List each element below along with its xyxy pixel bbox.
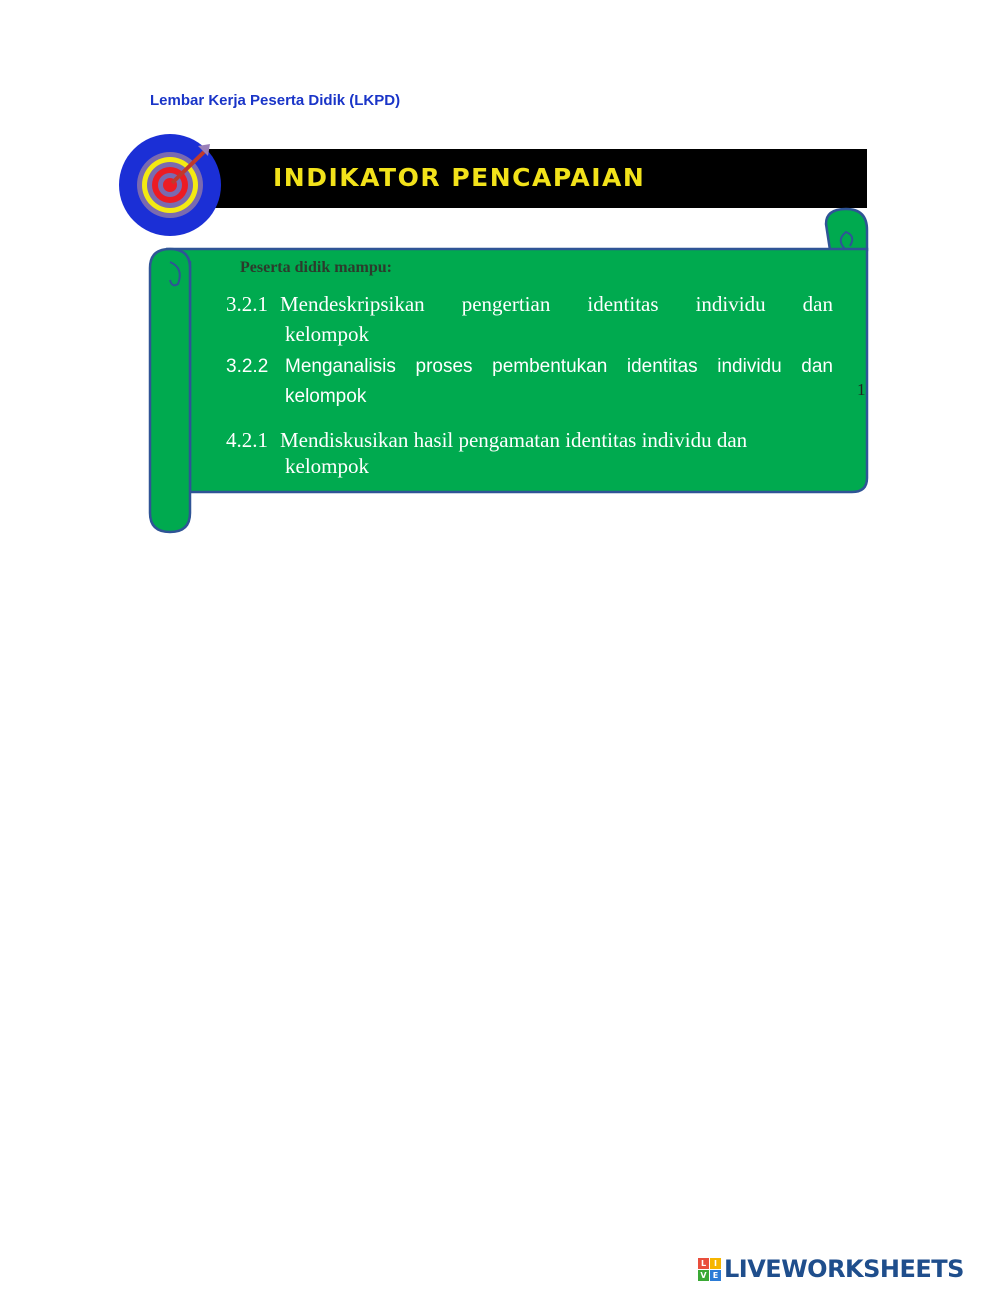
section-title: INDIKATOR PENCAPAIAN [273, 163, 646, 192]
indicator-3-2-1 [226, 289, 833, 349]
logo-letter: E [710, 1270, 721, 1281]
word: pengertian [461, 292, 551, 316]
word: dan [802, 292, 833, 316]
indicator-code: 3.2.1 [226, 292, 268, 316]
indicator-code: 3.2.2 [226, 356, 269, 377]
word: dan [801, 356, 833, 377]
indicator-line [226, 352, 833, 382]
indicator-continuation: kelompok [285, 454, 369, 478]
logo-letter: V [698, 1270, 709, 1281]
scroll-intro: Peserta didik mampu: [240, 259, 392, 276]
indicator-4-2-1 [226, 427, 833, 479]
brand-text: LIVEWORKSHEETS [724, 1255, 964, 1283]
word: pembentukan [492, 356, 608, 377]
lkpd-header: Lembar Kerja Peserta Didik (LKPD) [150, 92, 401, 109]
indicator-continuation: kelompok [285, 322, 369, 346]
liveworksheets-brand[interactable] [698, 1255, 964, 1283]
word: individu [717, 356, 782, 377]
word: Mendeskripsikan [280, 292, 425, 316]
word: identitas [626, 356, 698, 377]
word: identitas [587, 292, 659, 316]
word: proses [415, 356, 473, 377]
word: individu [695, 292, 766, 316]
indicator-code: 4.2.1 [226, 428, 268, 452]
liveworksheets-logo-icon [698, 1258, 721, 1281]
logo-letter: L [698, 1258, 709, 1269]
word: Menganalisis [285, 356, 396, 377]
indicator-3-2-2 [226, 352, 833, 412]
indicator-line: Mendiskusikan hasil pengamatan identitas individu dan [280, 428, 748, 452]
indicator-line [226, 289, 833, 319]
indicator-continuation: kelompok [285, 386, 367, 407]
page-number: 1 [857, 380, 866, 399]
logo-letter: I [710, 1258, 721, 1269]
